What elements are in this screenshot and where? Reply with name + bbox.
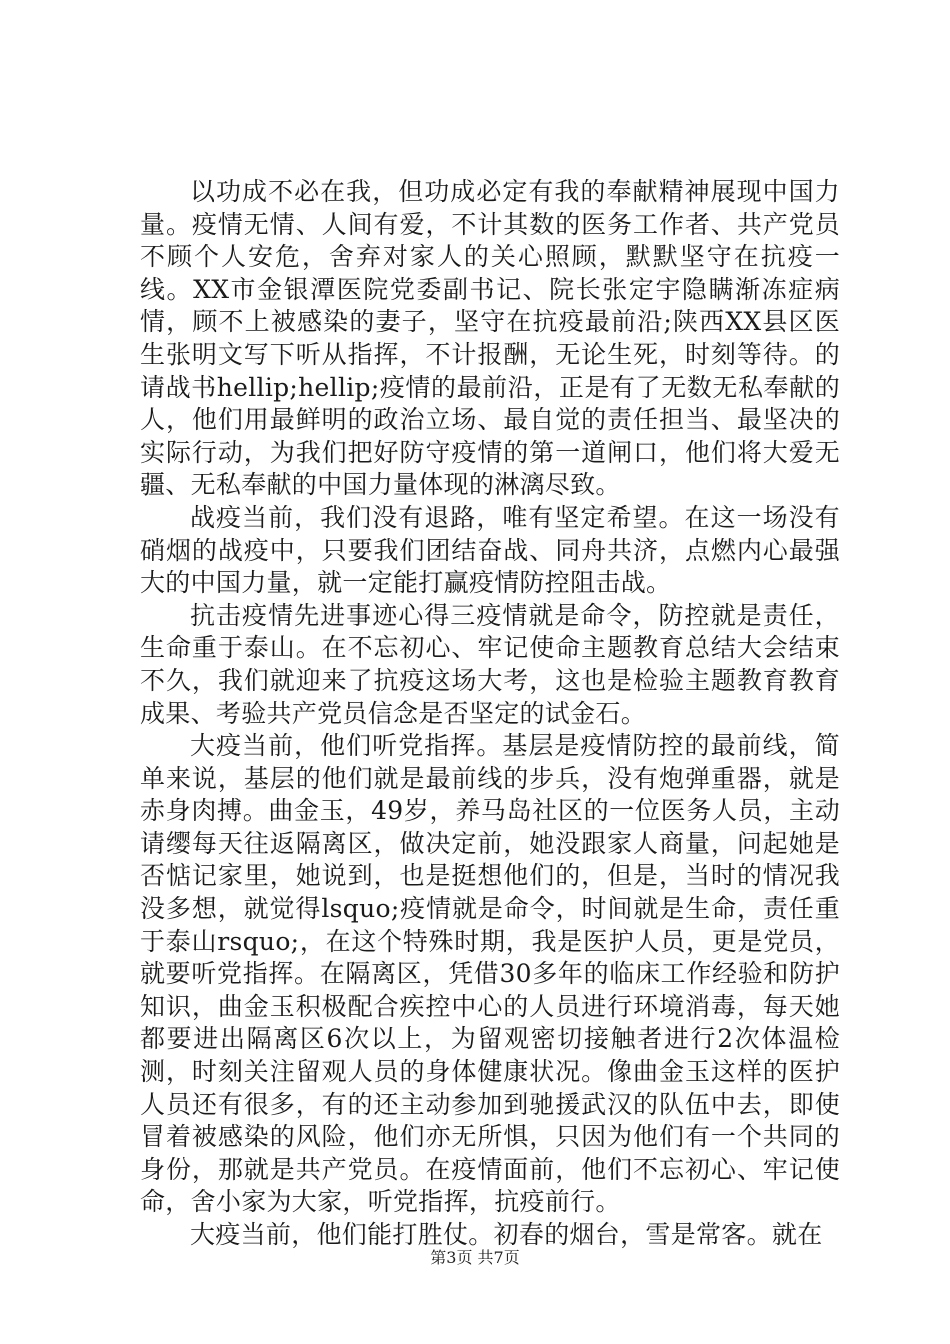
page-footer [0, 1245, 950, 1268]
paragraph-5: 大疫当前，他们能打胜仗。初春的烟台，雪是常客。就在 [190, 1220, 823, 1249]
paragraph-2: 战疫当前，我们没有退路，唯有坚定希望。在这一场没有硝烟的战疫中，只要我们团结奋战、同舟共济，点燃内心最强大的中国力量，就一定能打赢疫情防控阻击战。 [140, 502, 840, 598]
paragraph-1: 以功成不必在我，但功成必定有我的奉献精神展现中国力量。疫情无情、人间有爱，不计其数的医务工作者、共产党员不顾个人安危，舍弃对家人的关心照顾，默默坚守在抗疫一线。XX市金银潭医院党委副书记、院长张定宇隐瞒渐冻症病情，顾不上被感染的妻子，坚守在抗疫最前沿;陕西XX县区医生张明文写下听从指挥，不计报酬，无论生死，时刻等待。的请战书hellip;hellip;疫情的最前沿，正是有了无数无私奉献的人，他们用最鲜明的政治立场、最自觉的责任担当、最坚决的实际行动，为我们把好防守疫情的第一道闸口，他们将大爱无疆、无私奉献的中国力量体现的淋漓尽致。 [140, 177, 840, 500]
page-indicator: 第3页 共7页 [430, 1248, 520, 1267]
document-body [140, 176, 840, 1252]
paragraph-4: 大疫当前，他们听党指挥。基层是疫情防控的最前线，简单来说，基层的他们就是最前线的步兵，没有炮弹重器，就是赤身肉搏。曲金玉，49岁，养马岛社区的一位医务人员，主动请缨每天往返隔离区，做决定前，她没跟家人商量，问起她是否惦记家里，她说到，也是挺想他们的，但是，当时的情况我没多想，就觉得lsquo;疫情就是命令，时间就是生命，责任重于泰山rsquo;，在这个特殊时期，我是医护人员，更是党员，就要听党指挥。在隔离区，凭借30多年的临床工作经验和防护知识，曲金玉积极配合疾控中心的人员进行环境消毒，每天她都要进出隔离区6次以上，为留观密切接触者进行2次体温检测，时刻关注留观人员的身体健康状况。像曲金玉这样的医护人员还有很多，有的还主动参加到驰援武汉的队伍中去，即使冒着被感染的风险，他们亦无所惧，只因为他们有一个共同的身份，那就是共产党员。在疫情面前，他们不忘初心、牢记使命，舍小家为大家，听党指挥，抗疫前行。 [140, 731, 840, 1217]
paragraph-3: 抗击疫情先进事迹心得三疫情就是命令，防控就是责任，生命重于泰山。在不忘初心、牢记使命主题教育总结大会结束不久，我们就迎来了抗疫这场大考，这也是检验主题教育教育成果、考验共产党员信念是否坚定的试金石。 [140, 600, 840, 728]
